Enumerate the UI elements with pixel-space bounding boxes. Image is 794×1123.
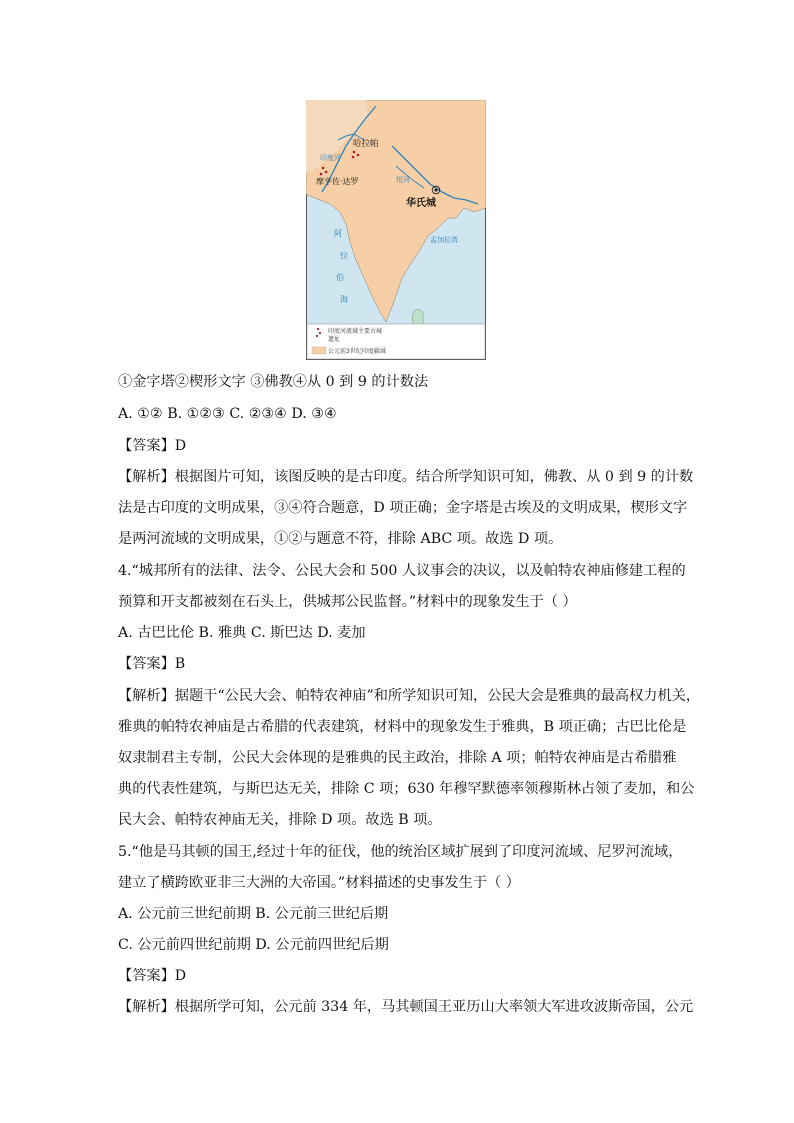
q4-stem-line-1: 4.“城邦所有的法律、法令、公民大会和 500 人议事会的决议，以及帕特农神庙修建工程的 bbox=[118, 563, 686, 579]
q5-answer: 【答案】D bbox=[118, 968, 187, 984]
svg-text:阿: 阿 bbox=[334, 229, 342, 238]
q5-options-line-1: A. 公元前三世纪前期 B. 公元前三世纪后期 bbox=[118, 906, 389, 922]
map-label-pataliputra: 华氏城 bbox=[406, 198, 436, 209]
q5-stem-line-1: 5.“他是马其顿的国王,经过十年的征伐，他的统治区域扩展到了印度河流域、尼罗河流域， bbox=[118, 844, 683, 860]
map-label-harappa: 哈拉帕 bbox=[353, 139, 379, 149]
legend-territory-label: 公元前3世纪印度疆域 bbox=[328, 348, 386, 355]
q4-analysis-line-4: 典的代表性建筑，与斯巴达无关，排除 C 项；630 年穆罕默德率领穆斯林占领了麦加，和公 bbox=[118, 781, 695, 797]
q5-stem-line-2: 建立了横跨欧亚非三大洲的大帝国。”材料描述的史事发生于（ ） bbox=[118, 875, 520, 891]
q4-stem-line-2: 预算和开支都被刻在石头上，供城邦公民监督。”材料中的现象发生于（ ） bbox=[118, 594, 577, 610]
q3-analysis-line-2: 法是古印度的文明成果，③④符合题意，D 项正确；金字塔是古埃及的文明成果，楔形文字 bbox=[118, 500, 688, 516]
q4-analysis-line-5: 民大会、帕特农神庙无关，排除 D 项。故选 B 项。 bbox=[118, 812, 442, 828]
svg-text:伯: 伯 bbox=[336, 273, 344, 282]
map-label-ganges-river: 恒河 bbox=[396, 176, 410, 184]
q5-options-line-2: C. 公元前四世纪前期 D. 公元前四世纪后期 bbox=[118, 937, 389, 953]
q4-analysis-line-3: 奴隶制君主专制，公民大会体现的是雅典的民主政治，排除 A 项；帕特农神庙是古希腊雅 bbox=[118, 750, 677, 766]
legend-sites-label-1: 印度河流域主要古城 bbox=[328, 328, 383, 335]
q3-items: ①金字塔②楔形文字 ③佛教④从 0 到 9 的计数法 bbox=[118, 374, 429, 390]
answer-label: 【答案】 bbox=[118, 438, 175, 454]
q3-analysis-line-3: 是两河流域的文明成果，①②与题意不符，排除 ABC 项。故选 D 项。 bbox=[118, 531, 563, 547]
svg-text:海: 海 bbox=[340, 295, 348, 304]
legend-sites-label-2: 遗址 bbox=[328, 336, 341, 343]
map-legend bbox=[307, 324, 485, 359]
legend-territory-swatch bbox=[312, 347, 326, 354]
q4-analysis-line-1: 【解析】据题干“公民大会、帕特农神庙”和所学知识可知，公民大会是雅典的最高权力机关， bbox=[118, 688, 701, 704]
q4-analysis-line-2: 雅典的帕特农神庙是古希腊的代表建筑，材料中的现象发生于雅典，B 项正确；古巴比伦是 bbox=[118, 719, 687, 735]
q4-answer: 【答案】B bbox=[118, 656, 186, 672]
q3-options: A. ①② B. ①②③ C. ②③④ D. ③④ bbox=[118, 406, 337, 422]
answer-value: D bbox=[174, 438, 187, 454]
map-label-indus-river: 印度河 bbox=[320, 154, 341, 162]
q3-analysis-line-1: 【解析】根据图片可知，该图反映的是古印度。结合所学知识可知，佛教、从 0 到 9 的计数 bbox=[118, 469, 694, 485]
q4-options: A. 古巴比伦 B. 雅典 C. 斯巴达 D. 麦加 bbox=[118, 625, 366, 641]
q5-analysis-line-1: 【解析】根据所学可知，公元前 334 年，马其顿国王亚历山大率领大军进攻波斯帝国，公元 bbox=[118, 999, 694, 1015]
ancient-india-map bbox=[306, 100, 486, 360]
svg-text:拉: 拉 bbox=[340, 251, 348, 260]
map-label-bay-of-bengal: 孟加拉湾 bbox=[430, 236, 458, 244]
analysis-label: 【解析】 bbox=[118, 469, 175, 485]
q3-answer bbox=[118, 436, 186, 456]
map-label-mohenjo: 摩亨佐·达罗 bbox=[316, 177, 359, 186]
